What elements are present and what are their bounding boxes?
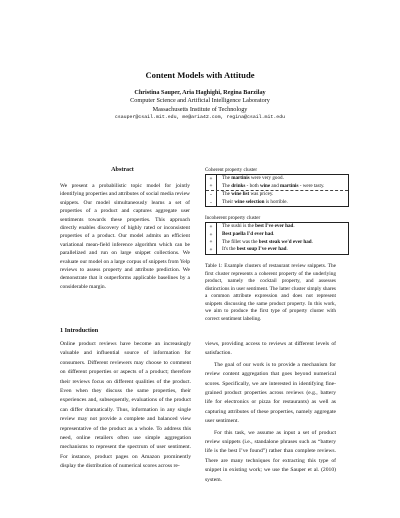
- snippet-text: The drinks - both wine and martinis - were tasty.: [216, 183, 348, 191]
- author-emails: csauper@csail.mit.edu, me@aria42.com, regina@csail.mit.edu: [114, 115, 286, 120]
- snippet-text: The fillet was the best steak we'd ever had.: [216, 239, 348, 247]
- snippet-text: Their wine selection is horrible.: [216, 199, 348, 207]
- intro-paragraph: For this task, we assume as input a set of product review snippets (i.e., standalone phrases such as “battery life is the best I’ve found”) rather than complete reviews. There are many techniques for extracting this type of snippet in existing work; we use the Sauper et al. (2010) system.: [205, 429, 336, 483]
- sentiment-symbol: +: [209, 231, 213, 238]
- sentiment-symbol: -: [210, 199, 212, 206]
- affiliation-line-lab: Computer Science and Artificial Intelligence Laboratory: [130, 97, 270, 104]
- coherent-row: [206, 191, 348, 199]
- snippet-text: It's the best soup I've ever had.: [216, 246, 348, 254]
- affiliation-line-institute: Massachusetts Institute of Technology: [152, 105, 248, 113]
- sentiment-symbol: +: [209, 246, 213, 253]
- sentiment-symbol: +: [209, 183, 213, 190]
- paper-authors: Christina Sauper, Aria Haghighi, Regina Barzilay: [134, 89, 266, 96]
- intro-right-column: [205, 340, 336, 487]
- paper-title: Content Models with Attitude: [145, 70, 255, 80]
- coherent-cluster-label: Coherent property cluster: [205, 167, 258, 173]
- snippet-text: The martinis were very good.: [216, 175, 348, 183]
- sentiment-symbol: +: [209, 175, 213, 182]
- intro-paragraph: The goal of our work is to provide a mechanism for review content aggregation that goes beyond numerical scores. Specifically, we are interested in identifying fine-grained product properties across reviews (e.g., battery life for electronics or pizza for restaurants) as well as capturing attributes of these properties, namely aggregate user sentiment.: [205, 361, 336, 425]
- coherent-row: [206, 183, 348, 191]
- incoherent-cluster-label: Incoherent property cluster: [205, 215, 261, 222]
- abstract-text: We present a probabilistic topic model for jointly identifying properties and attributes of social media review snippets. Our model simultaneously learns a set of properties of a product and captures aggregate user sentiments towards these properties. This approach directly enables discovery of highly rated or inconsistent properties of a product. Our model admits an efficient variational mean-field inference algorithm which can be parallelized and run on large snippet collections. We evaluate our model on a large corpus of snippets from Yelp reviews to assess property and attribute prediction. We demonstrate that it outperforms applicable baselines by a considerable margin.: [60, 183, 190, 290]
- paper-affiliation: [0, 97, 400, 114]
- coherent-row: [206, 175, 348, 183]
- incoherent-cluster-box: [205, 222, 349, 254]
- intro-left-column: [60, 340, 191, 472]
- incoherent-row: [206, 246, 348, 254]
- coherent-cluster-box: [205, 174, 349, 207]
- snippet-text: Best paella I'd ever had.: [216, 231, 348, 239]
- section-heading-introduction: 1 Introduction: [60, 327, 99, 334]
- sentiment-symbol: -: [210, 191, 212, 198]
- intro-paragraph: Online product reviews have become an increasingly valuable and influential source of information for consumers. Different reviewers may choose to comment on different properties or aspects of a product; therefore their reviews focus on different qualities of the product. Even when they discuss the same properties, their experiences and, subsequently, evaluations of the product can differ dramatically. Thus, information in any single review may not provide a complete and balanced view representative of the product as a whole. To address this need, online retailers often use simple aggregation mechanisms to represent the spectrum of user sentiment. For instance, product pages on Amazon prominently display the distribution of numerical scores across re-: [60, 341, 191, 470]
- snippet-text: The wine list was pricey.: [216, 191, 348, 199]
- sentiment-symbol: +: [209, 224, 213, 231]
- intro-paragraph: views, providing access to reviews at different levels of satisfaction.: [205, 341, 336, 357]
- abstract-heading: Abstract: [111, 167, 134, 173]
- incoherent-row: [206, 239, 348, 247]
- table-caption: Table 1: Example clusters of restaurant review snippets. The first cluster represents a coherent property of the underlying product, namely the cocktail property, and assesses distinctions in user sentiment. The latter cluster simply shares a common attribute expression and does not represent snippets discussing the same product property. In this work, we aim to produce the first type of property cluster with correct sentiment labeling.: [205, 263, 336, 322]
- coherent-row: [206, 199, 348, 207]
- snippet-text: The sushi is the best I've ever had.: [216, 223, 348, 231]
- sentiment-symbol: +: [209, 239, 213, 246]
- incoherent-row: [206, 223, 348, 231]
- table-1: [205, 167, 349, 255]
- incoherent-row: [206, 231, 348, 239]
